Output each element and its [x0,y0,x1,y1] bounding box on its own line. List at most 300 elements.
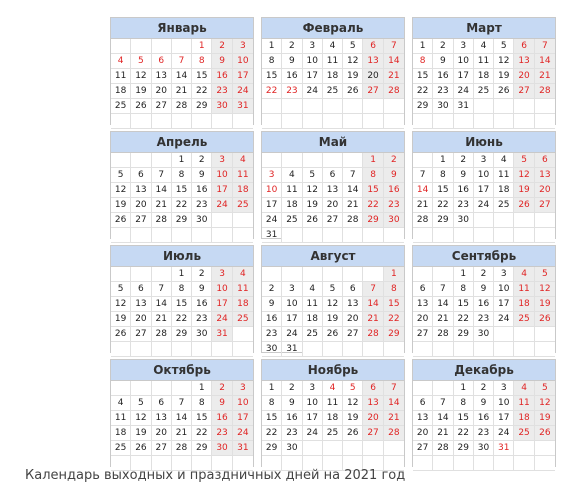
day-cell: 16 [474,411,494,426]
day-cell: 12 [111,183,131,198]
day-cell: 1 [384,267,404,282]
month-block [110,359,254,467]
days-grid [413,267,555,357]
empty-cell [303,153,323,168]
day-cell: 9 [474,282,494,297]
day-cell: 8 [172,282,192,297]
empty-cell [474,342,494,357]
month-block [261,17,405,125]
day-cell: 16 [262,312,282,327]
empty-cell [535,114,555,129]
day-cell: 22 [454,312,474,327]
empty-cell [212,114,232,129]
empty-cell [433,267,453,282]
day-cell: 5 [343,39,363,54]
day-cell: 27 [131,327,151,342]
empty-cell [152,267,172,282]
day-cell: 13 [152,411,172,426]
day-cell: 25 [323,84,343,99]
month-block [261,131,405,239]
day-cell: 9 [282,54,302,69]
day-cell: 26 [111,327,131,342]
day-cell: 13 [363,396,383,411]
empty-cell [384,228,404,243]
day-cell: 24 [494,312,514,327]
day-cell: 7 [413,168,433,183]
day-cell: 12 [514,168,534,183]
day-cell: 10 [212,282,232,297]
day-cell: 10 [282,297,302,312]
day-cell: 19 [514,183,534,198]
day-cell: 16 [433,69,453,84]
day-cell: 29 [262,441,282,456]
day-cell: 14 [535,54,555,69]
day-cell: 27 [343,327,363,342]
day-cell: 9 [212,396,232,411]
day-cell: 29 [454,441,474,456]
empty-cell [535,342,555,357]
day-cell: 1 [363,153,383,168]
day-cell: 7 [433,282,453,297]
day-cell: 13 [413,411,433,426]
day-cell: 2 [282,381,302,396]
empty-cell [413,114,433,129]
day-cell: 13 [413,297,433,312]
day-cell: 25 [282,213,302,228]
day-cell: 29 [363,213,383,228]
days-grid [262,39,404,129]
day-cell: 30 [474,327,494,342]
empty-cell [363,114,383,129]
day-cell: 9 [192,282,212,297]
month-block [412,17,556,125]
empty-cell [343,228,363,243]
day-cell: 25 [111,441,131,456]
empty-cell [212,213,232,228]
day-cell: 26 [535,312,555,327]
day-cell: 26 [343,426,363,441]
day-cell: 24 [212,198,232,213]
empty-cell [433,114,453,129]
day-cell: 8 [262,396,282,411]
empty-cell [514,228,534,243]
empty-cell [343,267,363,282]
empty-cell [474,99,494,114]
day-cell: 11 [282,183,302,198]
month-block [412,131,556,239]
month-title: Ноябрь [262,360,404,381]
month-title: Март [413,18,555,39]
empty-cell [474,114,494,129]
day-cell: 19 [343,69,363,84]
day-cell: 3 [233,39,253,54]
day-cell: 31 [233,99,253,114]
empty-cell [233,327,253,342]
day-cell: 28 [152,327,172,342]
empty-cell [454,342,474,357]
day-cell: 9 [454,168,474,183]
day-cell: 14 [384,54,404,69]
empty-cell [343,114,363,129]
empty-cell [152,39,172,54]
day-cell: 27 [535,198,555,213]
day-cell: 21 [172,84,192,99]
day-cell: 2 [454,153,474,168]
day-cell: 1 [262,381,282,396]
day-cell: 16 [192,183,212,198]
days-grid [262,153,404,243]
day-cell: 11 [514,396,534,411]
day-cell: 27 [514,84,534,99]
empty-cell [514,342,534,357]
day-cell: 19 [111,312,131,327]
days-grid [111,153,253,243]
day-cell: 17 [303,411,323,426]
day-cell: 9 [474,396,494,411]
day-cell: 8 [454,282,474,297]
day-cell: 8 [262,54,282,69]
days-grid [111,381,253,471]
day-cell: 13 [343,297,363,312]
day-cell: 18 [282,198,302,213]
day-cell: 20 [514,69,534,84]
day-cell: 22 [172,312,192,327]
day-cell: 24 [454,84,474,99]
day-cell: 24 [282,327,302,342]
day-cell: 22 [192,426,212,441]
day-cell: 1 [433,153,453,168]
day-cell: 8 [454,396,474,411]
day-cell: 6 [363,39,383,54]
day-cell: 25 [111,99,131,114]
day-cell: 17 [282,312,302,327]
day-cell: 21 [535,69,555,84]
day-cell: 1 [454,267,474,282]
day-cell: 21 [172,426,192,441]
day-cell: 20 [363,411,383,426]
day-cell: 22 [433,198,453,213]
day-cell: 16 [282,411,302,426]
day-cell: 3 [233,381,253,396]
empty-cell [384,99,404,114]
day-cell: 10 [454,54,474,69]
day-cell: 2 [212,381,232,396]
day-cell: 10 [474,168,494,183]
day-cell: 23 [192,198,212,213]
empty-cell [494,342,514,357]
day-cell: 20 [343,312,363,327]
day-cell: 13 [131,297,151,312]
day-cell: 24 [212,312,232,327]
day-cell: 10 [303,54,323,69]
empty-cell [494,228,514,243]
day-cell: 12 [343,396,363,411]
day-cell: 28 [172,441,192,456]
empty-cell [413,342,433,357]
day-cell: 11 [111,411,131,426]
day-cell: 16 [282,69,302,84]
day-cell: 6 [152,396,172,411]
empty-cell [535,99,555,114]
calendar-caption: Календарь выходных и праздничных дней на 2021 год [25,468,406,483]
day-cell: 3 [262,168,282,183]
day-cell: 6 [343,282,363,297]
day-cell: 14 [363,297,383,312]
day-cell: 17 [303,69,323,84]
year-calendar [110,17,556,467]
empty-cell [363,267,383,282]
day-cell: 9 [262,297,282,312]
day-cell: 24 [303,426,323,441]
day-cell: 9 [212,54,232,69]
day-cell: 30 [212,99,232,114]
day-cell: 26 [131,441,151,456]
empty-cell [363,99,383,114]
day-cell: 26 [535,426,555,441]
month-block [110,245,254,353]
day-cell: 23 [212,84,232,99]
day-cell: 18 [111,84,131,99]
day-cell: 14 [172,69,192,84]
day-cell: 19 [535,411,555,426]
day-cell: 20 [131,198,151,213]
day-cell: 14 [343,183,363,198]
day-cell: 7 [433,396,453,411]
empty-cell [282,228,302,243]
day-cell: 20 [152,84,172,99]
day-cell: 26 [343,84,363,99]
empty-cell [494,213,514,228]
empty-cell [413,228,433,243]
day-cell: 11 [111,69,131,84]
day-cell: 4 [233,267,253,282]
day-cell: 24 [233,426,253,441]
empty-cell [535,441,555,456]
empty-cell [303,114,323,129]
empty-cell [384,441,404,456]
empty-cell [323,267,343,282]
day-cell: 12 [111,297,131,312]
month-title: Октябрь [111,360,253,381]
day-cell: 15 [413,69,433,84]
month-title: Август [262,246,404,267]
empty-cell [131,267,151,282]
day-cell: 18 [494,183,514,198]
day-cell: 27 [131,213,151,228]
empty-cell [323,153,343,168]
day-cell: 29 [192,99,212,114]
days-grid [111,267,253,357]
day-cell: 26 [494,84,514,99]
day-cell: 30 [433,99,453,114]
empty-cell [323,99,343,114]
day-cell: 4 [323,39,343,54]
day-cell: 21 [343,198,363,213]
day-cell: 8 [192,54,212,69]
empty-cell [131,381,151,396]
day-cell: 5 [131,54,151,69]
day-cell: 4 [282,168,302,183]
day-cell: 4 [474,39,494,54]
day-cell: 15 [262,69,282,84]
day-cell: 28 [535,84,555,99]
day-cell: 11 [514,282,534,297]
day-cell: 29 [433,213,453,228]
day-cell: 3 [282,282,302,297]
empty-cell [192,228,212,243]
day-cell: 11 [494,168,514,183]
day-cell: 6 [152,54,172,69]
empty-cell [152,342,172,357]
day-cell: 24 [262,213,282,228]
month-block [261,245,405,353]
day-cell: 19 [111,198,131,213]
empty-cell [111,39,131,54]
day-cell: 18 [233,297,253,312]
day-cell: 13 [131,183,151,198]
days-grid [413,39,555,129]
day-cell: 11 [323,54,343,69]
day-cell: 26 [131,99,151,114]
day-cell: 6 [514,39,534,54]
day-cell: 11 [323,396,343,411]
month-block [412,359,556,467]
day-cell: 4 [494,153,514,168]
empty-cell [514,114,534,129]
day-cell: 4 [233,153,253,168]
day-cell: 13 [323,183,343,198]
empty-cell [535,213,555,228]
day-cell: 31 [262,228,282,243]
empty-cell [303,441,323,456]
day-cell: 9 [384,168,404,183]
day-cell: 27 [413,327,433,342]
empty-cell [282,267,302,282]
day-cell: 16 [212,69,232,84]
days-grid [413,153,555,243]
month-title: Июнь [413,132,555,153]
empty-cell [413,153,433,168]
day-cell: 27 [363,84,383,99]
day-cell: 6 [413,282,433,297]
day-cell: 24 [303,84,323,99]
empty-cell [172,381,192,396]
day-cell: 26 [111,213,131,228]
empty-cell [262,114,282,129]
day-cell: 1 [172,267,192,282]
empty-cell [494,327,514,342]
day-cell: 22 [413,84,433,99]
empty-cell [363,342,383,357]
day-cell: 12 [323,297,343,312]
day-cell: 1 [192,381,212,396]
day-cell: 2 [474,267,494,282]
empty-cell [172,39,192,54]
day-cell: 14 [152,297,172,312]
day-cell: 20 [535,183,555,198]
day-cell: 25 [474,84,494,99]
day-cell: 20 [152,426,172,441]
day-cell: 15 [262,411,282,426]
day-cell: 17 [494,297,514,312]
day-cell: 31 [212,327,232,342]
empty-cell [233,213,253,228]
day-cell: 14 [384,396,404,411]
day-cell: 12 [303,183,323,198]
empty-cell [494,99,514,114]
day-cell: 29 [172,327,192,342]
empty-cell [131,39,151,54]
empty-cell [131,114,151,129]
empty-cell [282,114,302,129]
empty-cell [233,114,253,129]
day-cell: 29 [454,327,474,342]
day-cell: 17 [212,183,232,198]
day-cell: 3 [212,267,232,282]
empty-cell [192,342,212,357]
day-cell: 26 [514,198,534,213]
day-cell: 7 [384,39,404,54]
day-cell: 25 [233,198,253,213]
empty-cell [474,228,494,243]
empty-cell [152,228,172,243]
day-cell: 30 [212,441,232,456]
day-cell: 6 [413,396,433,411]
empty-cell [262,99,282,114]
empty-cell [363,441,383,456]
day-cell: 3 [494,267,514,282]
day-cell: 4 [303,282,323,297]
day-cell: 7 [384,381,404,396]
day-cell: 9 [282,396,302,411]
day-cell: 15 [454,297,474,312]
day-cell: 23 [433,84,453,99]
day-cell: 29 [192,441,212,456]
empty-cell [535,327,555,342]
empty-cell [433,456,453,471]
empty-cell [384,114,404,129]
day-cell: 30 [262,342,282,357]
day-cell: 10 [233,54,253,69]
day-cell: 30 [282,441,302,456]
day-cell: 6 [323,168,343,183]
day-cell: 5 [111,282,131,297]
day-cell: 20 [323,198,343,213]
day-cell: 6 [131,168,151,183]
day-cell: 16 [454,183,474,198]
empty-cell [111,267,131,282]
day-cell: 20 [131,312,151,327]
day-cell: 17 [474,183,494,198]
day-cell: 7 [363,282,383,297]
day-cell: 13 [152,69,172,84]
day-cell: 11 [474,54,494,69]
day-cell: 30 [454,213,474,228]
day-cell: 23 [384,198,404,213]
day-cell: 29 [413,99,433,114]
day-cell: 22 [454,426,474,441]
day-cell: 24 [474,198,494,213]
day-cell: 5 [514,153,534,168]
day-cell: 16 [474,297,494,312]
day-cell: 25 [233,312,253,327]
empty-cell [262,153,282,168]
month-block [412,245,556,353]
empty-cell [172,228,192,243]
day-cell: 7 [343,168,363,183]
day-cell: 3 [494,381,514,396]
day-cell: 10 [262,183,282,198]
